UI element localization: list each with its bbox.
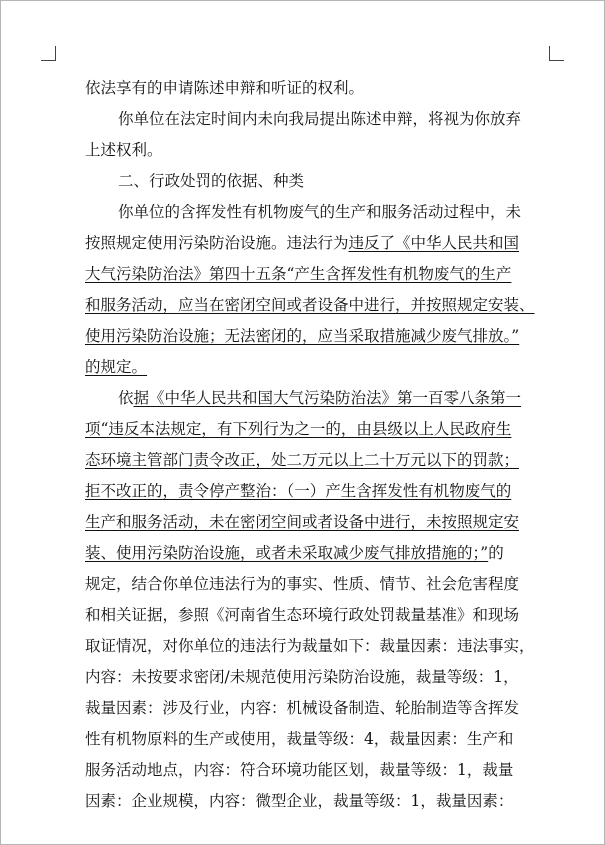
- section-heading: [118, 170, 304, 192]
- text-segment: 二、行政处罚的依据、种类: [118, 172, 305, 190]
- text-line: [85, 418, 511, 440]
- underlined-citation: 装、使用污染防治设施，或者未采取减少废气排放措施的；”: [85, 544, 489, 562]
- text-line: [85, 232, 519, 254]
- text-line: [85, 790, 513, 812]
- underlined-citation: 使用污染防治设施；无法密闭的，应当采取措施减少废气排放。”: [85, 327, 520, 345]
- text-line: [85, 356, 147, 378]
- text-segment: 你单位在法定时间内未向我局提出陈述申辩，将视为你放弃: [118, 110, 522, 128]
- text-line: [118, 108, 521, 130]
- text-line: [85, 635, 535, 657]
- text-line: [85, 511, 519, 533]
- text-segment: 取证情况，对你单位的违法行为裁量如下：裁量因素：违法事实，: [85, 637, 535, 655]
- underlined-citation: 项“违反本法规定，有下列行为之一的，由县级以上人民政府生: [85, 420, 512, 438]
- underlined-citation: 大气污染防治法》第四十五条“产生含挥发性有机物废气的生产: [85, 265, 512, 283]
- text-line: [85, 697, 519, 719]
- text-line: [85, 728, 513, 750]
- underlined-citation: 和服务活动，应当在密闭空间或者设备中进行，并按照规定安装、: [85, 296, 535, 314]
- text-segment: 依法享有的申请陈述申辩和听证的权利。: [85, 79, 365, 97]
- text-line: [85, 480, 511, 502]
- crop-mark-top-left: [41, 46, 56, 61]
- text-segment: 上述权利。: [85, 141, 163, 159]
- text-line: [85, 294, 535, 316]
- text-segment: 内容：未按要求密闭/未规范使用污染防治设施，裁量等级：1，: [85, 668, 519, 686]
- text-segment: 的: [488, 544, 504, 562]
- text-line: [85, 542, 504, 564]
- text-segment: 规定，结合你单位违法行为的事实、性质、情节、社会危害程度: [85, 575, 520, 593]
- crop-mark-top-right: [549, 46, 564, 61]
- text-segment: 你单位的含挥发性有机物废气的生产和服务活动过程中，未: [118, 203, 522, 221]
- text-line: [85, 604, 519, 626]
- underlined-citation: 据《中华人民共和国大气污染防治法》第一百零八条第一: [133, 389, 522, 407]
- underlined-citation: 态环境主管部门责令改正，处二万元以上二十万元以下的罚款；: [85, 451, 520, 469]
- underlined-citation: 生产和服务活动，未在密闭空间或者设备中进行，未按照规定安: [85, 513, 520, 531]
- text-line: [85, 77, 364, 99]
- text-line: [85, 573, 519, 595]
- text-line: [85, 449, 519, 471]
- text-line: [85, 666, 519, 688]
- underlined-citation: 拒不改正的，责令停产整治：（一）产生含挥发性有机物废气的: [85, 482, 512, 500]
- text-segment: 依: [118, 389, 134, 407]
- text-line: [118, 387, 521, 409]
- text-line: [85, 139, 163, 161]
- text-segment: 和相关证据，参照《河南省生态环境行政处罚裁量基准》和现场: [85, 606, 520, 624]
- text-line: [118, 201, 521, 223]
- text-segment: 性有机物原料的生产或使用，裁量等级：4，裁量因素：生产和: [85, 730, 514, 748]
- text-line: [85, 325, 519, 347]
- text-segment: 服务活动地点，内容：符合环境功能区划，裁量等级：1，裁量: [85, 761, 514, 779]
- text-segment: 因素：企业规模，内容：微型企业，裁量等级：1，裁量因素：: [85, 792, 514, 810]
- underlined-citation: 的规定。: [85, 358, 148, 376]
- text-line: [85, 759, 513, 781]
- text-line: [85, 263, 511, 285]
- text-segment: 裁量因素：涉及行业，内容：机械设备制造、轮胎制造等含挥发: [85, 699, 520, 717]
- underlined-citation: 违反了《中华人民共和国: [348, 234, 520, 252]
- text-segment: 按照规定使用污染防治设施。违法行为: [85, 234, 349, 252]
